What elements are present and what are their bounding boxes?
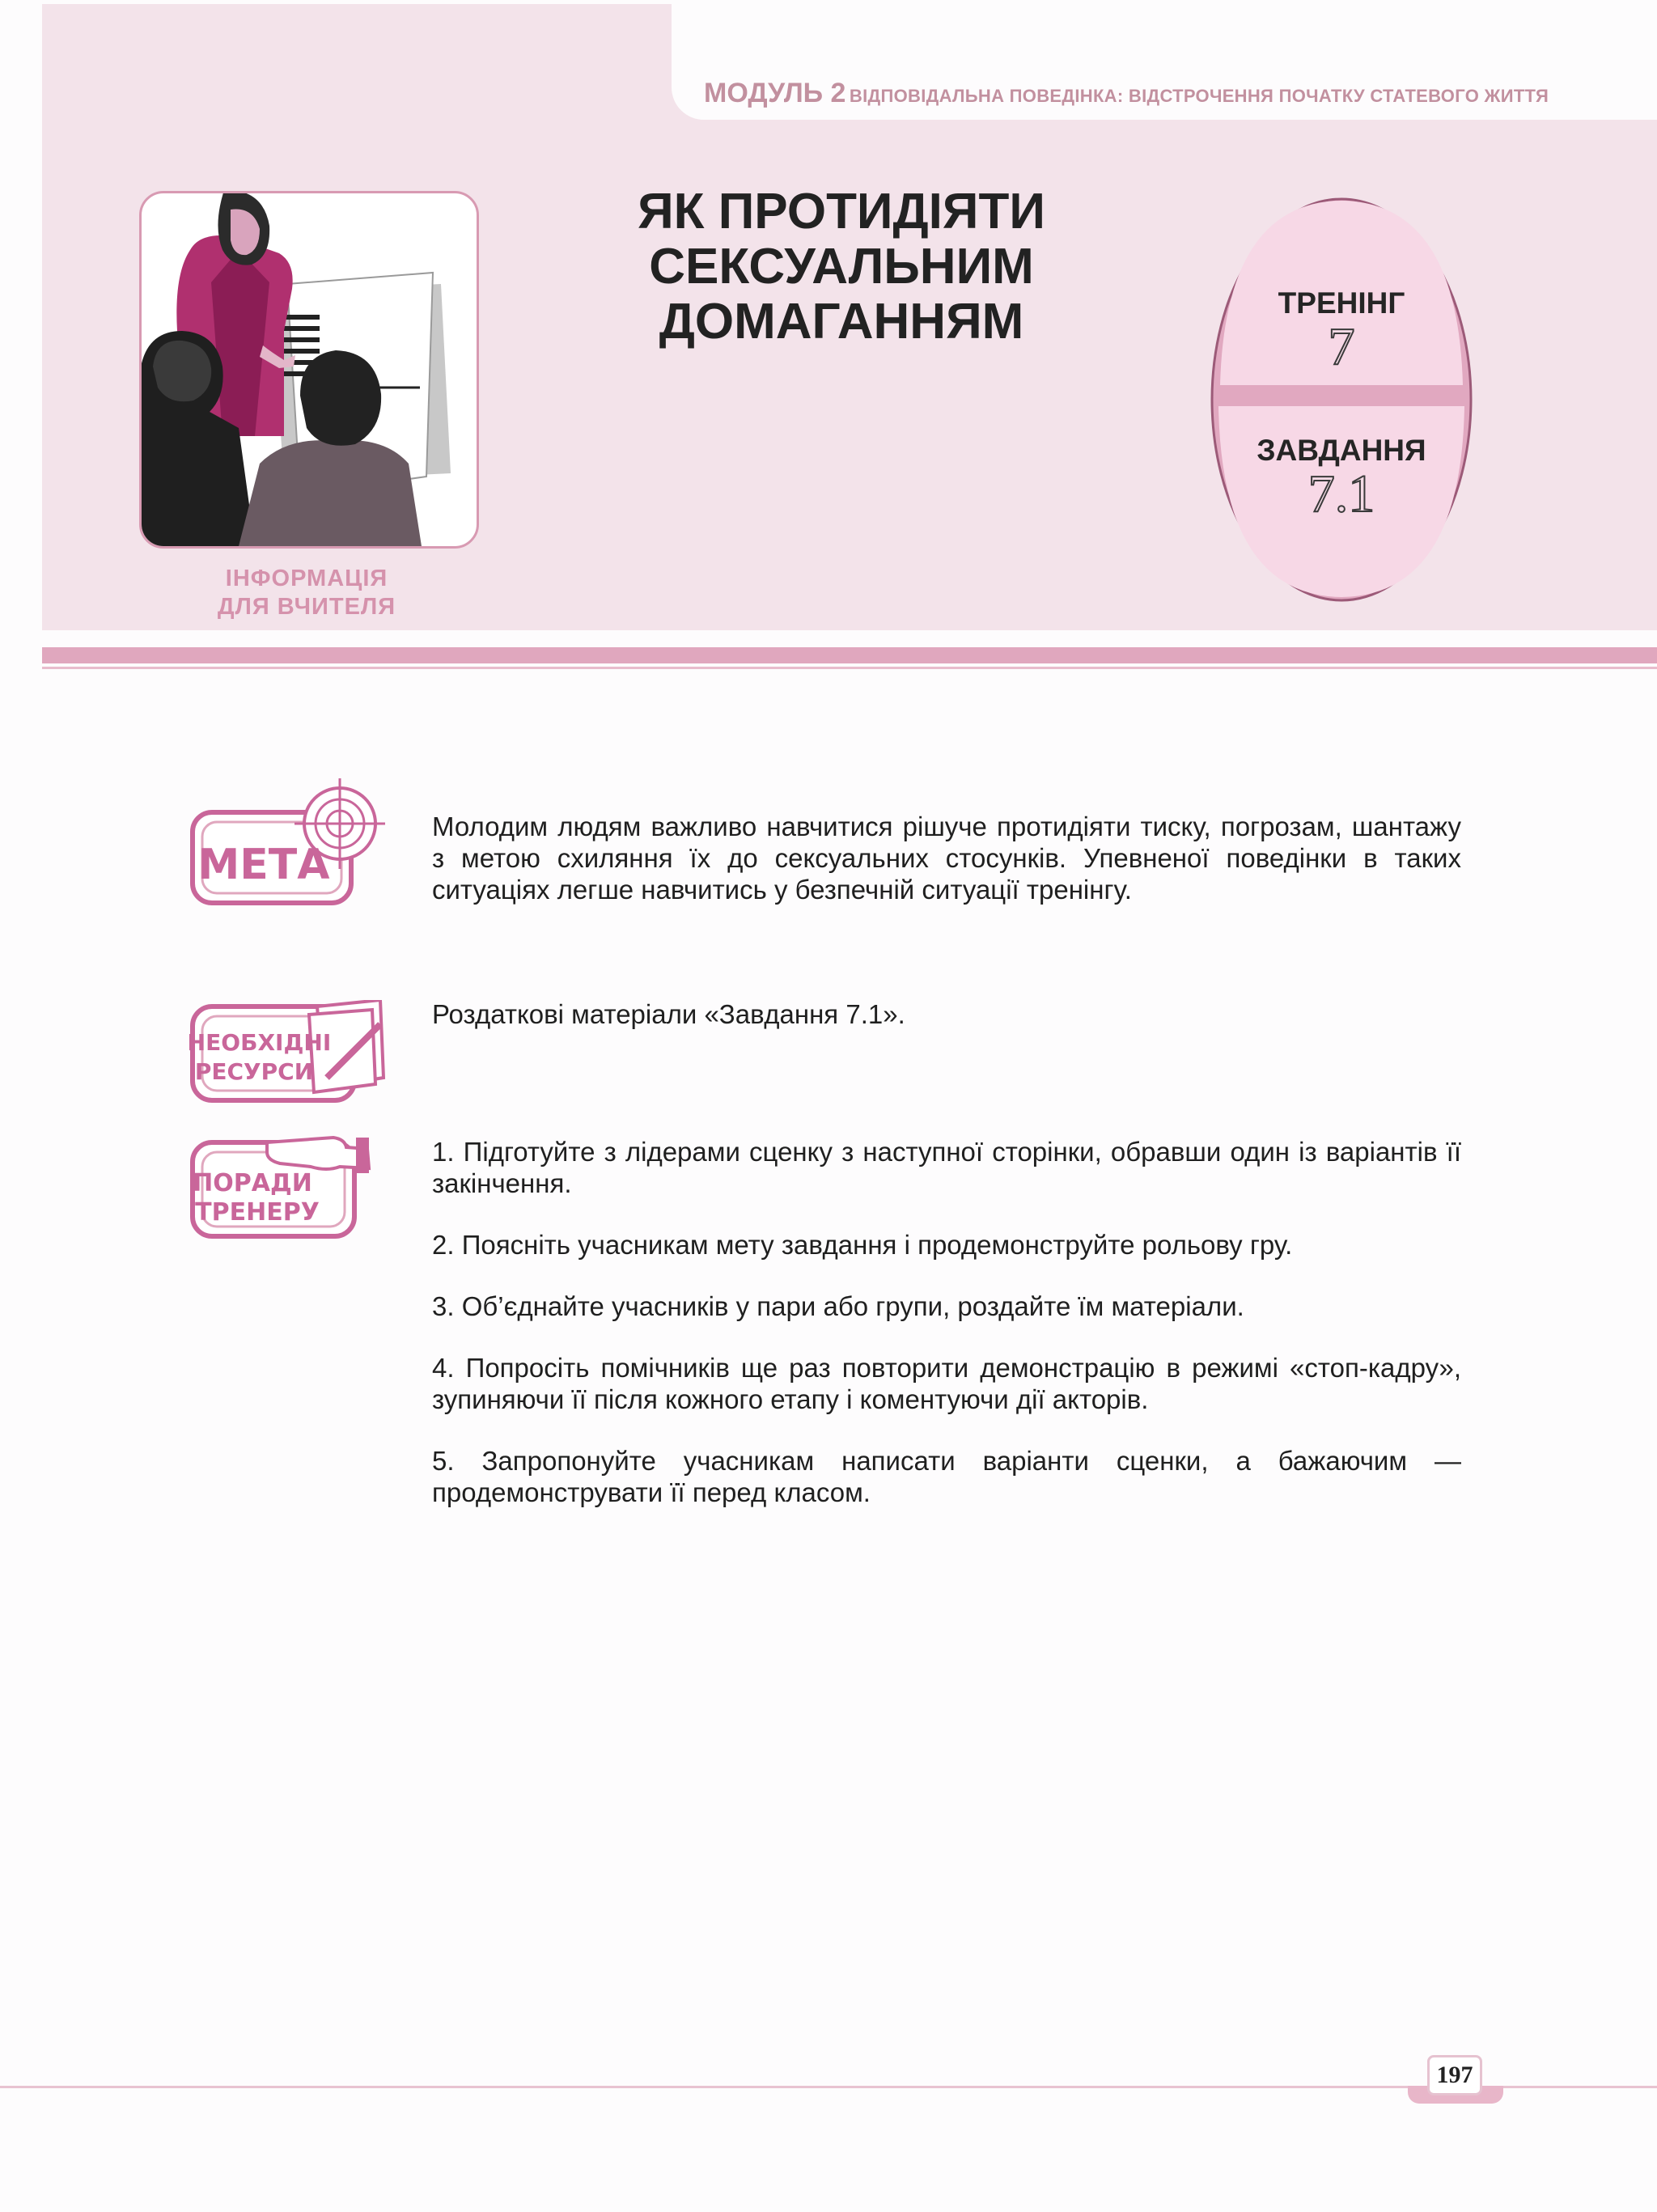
goal-icon	[189, 778, 390, 913]
trainer-steps-list	[432, 1136, 1461, 1538]
resources-icon-line2: РЕСУРСИ	[194, 1058, 314, 1085]
resources-icon-line1: НЕОБХІДНІ	[189, 1029, 332, 1056]
task-number: 7.1	[1307, 464, 1375, 523]
page-number: 197	[1427, 2055, 1482, 2095]
training-label: ТРЕНІНГ	[1278, 286, 1405, 320]
module-subtitle: ВІДПОВІДАЛЬНА ПОВЕДІНКА: ВІДСТРОЧЕННЯ ПОЧАТКУ СТАТЕВОГО ЖИТТЯ	[849, 86, 1549, 106]
header-divider-thin	[42, 667, 1657, 669]
module-header	[704, 78, 1657, 109]
training-badge	[1209, 194, 1474, 605]
step-item: 3. Об’єднайте учасників у пари або групи, роздайте їм матеріали.	[432, 1291, 1244, 1321]
goal-icon-label: МЕТА	[197, 841, 330, 889]
target-icon	[189, 778, 390, 913]
step-item: 1. Підготуйте з лідерами сценку з наступної сторінки, обравши один із варіантів її закінчення.	[432, 1137, 1461, 1198]
info-for-teacher-label: ІНФОРМАЦІЯ ДЛЯ ВЧИТЕЛЯ	[217, 566, 396, 620]
tips-icon	[189, 1131, 377, 1241]
tips-icon-line2: ТРЕНЕРУ	[195, 1198, 320, 1227]
header-divider	[42, 647, 1657, 663]
task-label: ЗАВДАННЯ	[1257, 434, 1426, 467]
resources-icon	[189, 1000, 393, 1105]
step-item: 4. Попросіть помічників ще раз повторити демонстрацію в режимі «стоп-кадру», зупиняючи її після кожного етапу і коментуючи дії акторів.	[432, 1353, 1461, 1414]
teacher-illustration	[139, 191, 479, 549]
goal-text: Молодим людям важливо навчитися рішуче протидіяти тиску, погрозам, шантажу з метою схиляння їх до сексуальних стосунків. Упевненої поведінки в таких ситуаціях легше навчитись у безпечній ситуації тренінгу.	[432, 811, 1461, 905]
task-block	[1209, 434, 1474, 521]
module-label: МОДУЛЬ 2	[704, 78, 846, 108]
training-number: 7	[1328, 317, 1355, 376]
step-item: 5. Запропонуйте учасникам написати варіанти сценки, а бажаючим — продемонструвати її перед класом.	[432, 1446, 1461, 1507]
pointing-hand-icon	[189, 1131, 377, 1241]
training-block	[1209, 286, 1474, 374]
resources-text: Роздаткові матеріали «Завдання 7.1».	[432, 999, 905, 1029]
papers-pencil-icon	[189, 1000, 393, 1105]
step-item: 2. Поясніть учасникам мету завдання і продемонструйте рольову гру.	[432, 1230, 1293, 1260]
presenter-illustration-icon	[142, 193, 477, 546]
tips-icon-line1: ПОРАДИ	[193, 1169, 312, 1197]
page-title: ЯК ПРОТИДІЯТИ СЕКСУАЛЬНИМ ДОМАГАННЯМ	[638, 184, 1045, 350]
